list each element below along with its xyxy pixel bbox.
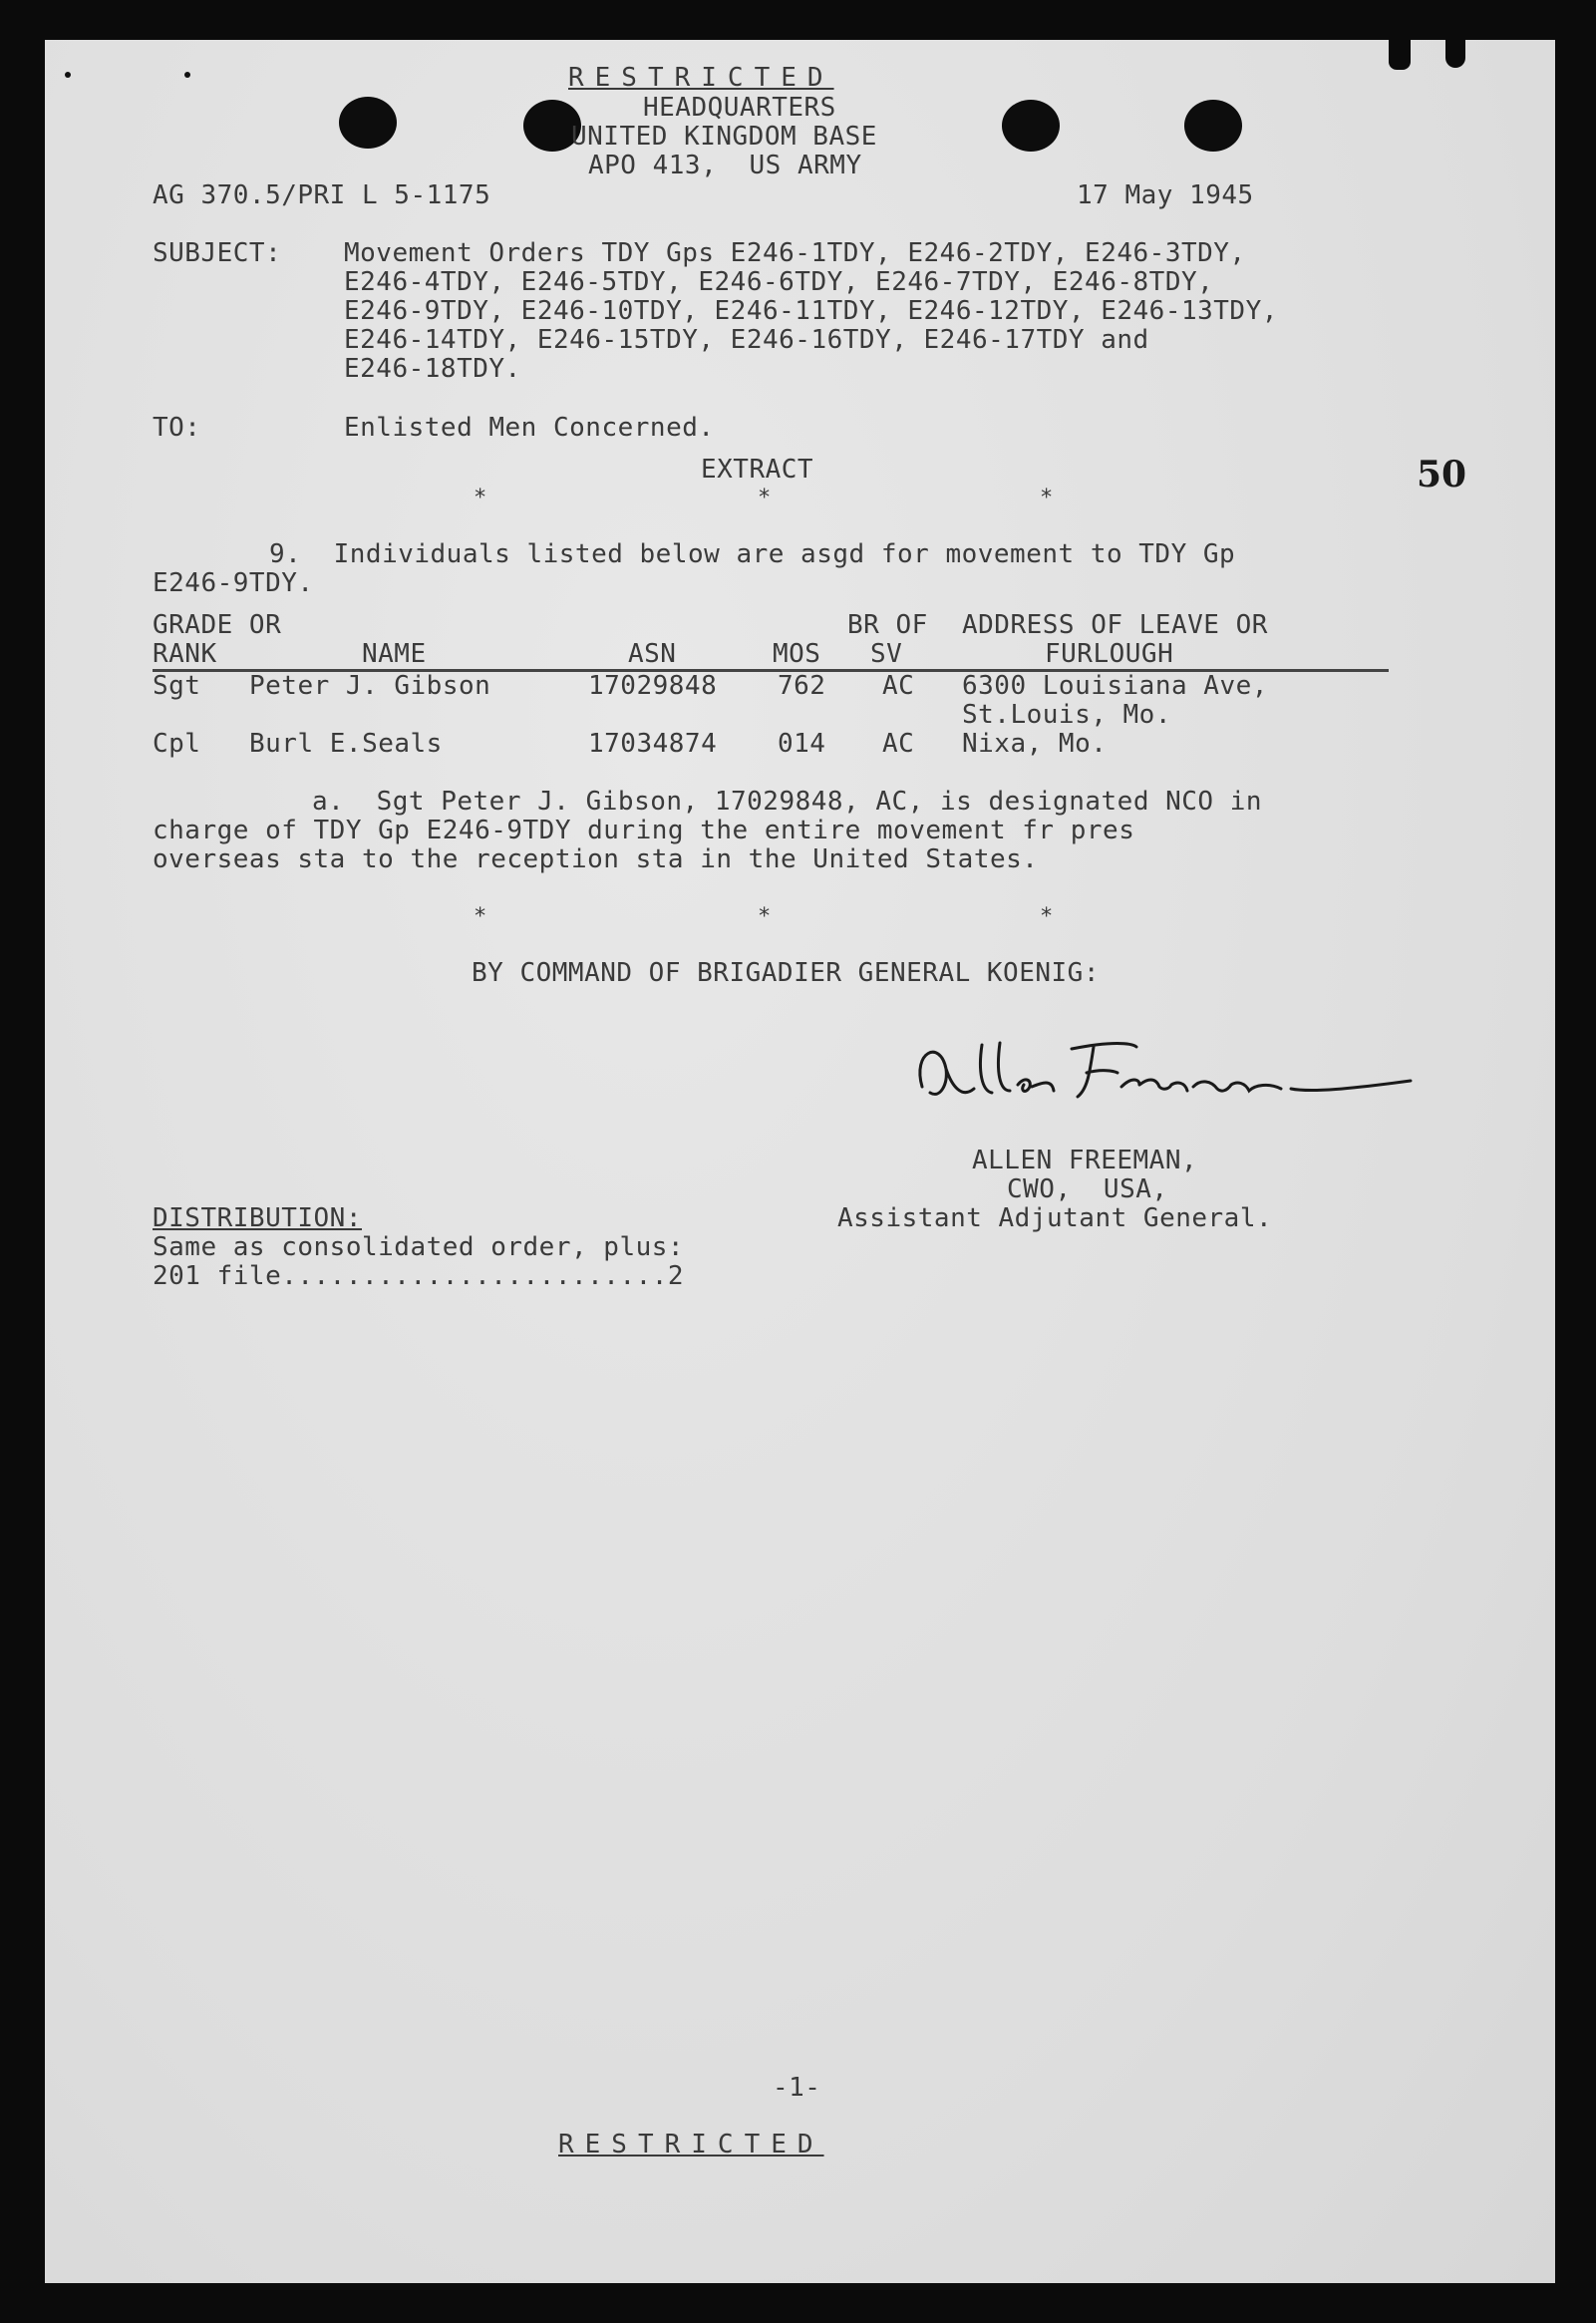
stamp-number: 50 — [1417, 454, 1467, 496]
punch-hole-3 — [1002, 100, 1060, 152]
classification-bottom: RESTRICTED — [558, 2130, 824, 2159]
signature-image — [882, 1027, 1421, 1137]
to-value: Enlisted Men Concerned. — [344, 413, 715, 443]
paragraph-9-line-2: E246-9TDY. — [153, 568, 314, 598]
subject-label: SUBJECT: — [153, 238, 282, 268]
col-header-address-2: FURLOUGH — [1045, 639, 1174, 669]
row-1-name: Peter J. Gibson — [249, 671, 491, 701]
punch-hole-1 — [339, 97, 397, 149]
signer-name: ALLEN FREEMAN, — [972, 1146, 1198, 1175]
header-line-2: UNITED KINGDOM BASE — [571, 122, 877, 152]
col-header-mos: MOS — [773, 639, 821, 669]
paragraph-a-line-1: a. Sgt Peter J. Gibson, 17029848, AC, is designated NCO in — [312, 787, 1263, 817]
col-header-br-1: BR OF — [847, 610, 928, 640]
row-1-branch: AC — [882, 671, 915, 701]
header-line-1: HEADQUARTERS — [643, 93, 836, 123]
star-3: * — [1040, 486, 1054, 510]
col-header-address-1: ADDRESS OF LEAVE OR — [962, 610, 1268, 640]
subject-line-4: E246-14TDY, E246-15TDY, E246-16TDY, E246-17TDY and — [344, 325, 1149, 355]
row-1-address-2: St.Louis, Mo. — [962, 700, 1171, 730]
speck-1 — [65, 72, 71, 78]
subject-line-3: E246-9TDY, E246-10TDY, E246-11TDY, E246-12TDY, E246-13TDY, — [344, 296, 1278, 326]
col-header-br-2: SV — [870, 639, 903, 669]
star-6: * — [1040, 904, 1054, 929]
row-2-address-1: Nixa, Mo. — [962, 729, 1108, 759]
subject-line-2: E246-4TDY, E246-5TDY, E246-6TDY, E246-7TDY, E246-8TDY, — [344, 267, 1214, 297]
row-2-asn: 17034874 — [588, 729, 718, 759]
row-2-name: Burl E.Seals — [249, 729, 443, 759]
signer-rank: CWO, USA, — [1007, 1174, 1168, 1204]
col-header-grade-2: RANK — [153, 639, 217, 669]
speck-2 — [184, 72, 190, 78]
star-4: * — [474, 904, 487, 929]
row-2-grade: Cpl — [153, 729, 201, 759]
page-number: -1- — [773, 2073, 821, 2103]
extract-label: EXTRACT — [701, 455, 814, 485]
star-2: * — [758, 486, 772, 510]
paragraph-9-line-1: 9. Individuals listed below are asgd for movement to TDY Gp — [269, 539, 1236, 569]
corner-blot — [1389, 40, 1411, 70]
to-label: TO: — [153, 413, 201, 443]
row-2-mos: 014 — [778, 729, 826, 759]
subject-line-1: Movement Orders TDY Gps E246-1TDY, E246-2TDY, E246-3TDY, — [344, 238, 1246, 268]
row-1-grade: Sgt — [153, 671, 201, 701]
distribution-line-1: Same as consolidated order, plus: — [153, 1232, 685, 1262]
punch-hole-4 — [1184, 100, 1242, 152]
header-line-3: APO 413, US ARMY — [588, 151, 862, 180]
reference-code: AG 370.5/PRI L 5-1175 — [153, 180, 491, 210]
paragraph-a-line-2: charge of TDY Gp E246-9TDY during the entire movement fr pres — [153, 816, 1135, 845]
document-page — [45, 40, 1555, 2283]
col-header-grade-1: GRADE OR — [153, 610, 282, 640]
row-1-asn: 17029848 — [588, 671, 718, 701]
col-header-name: NAME — [362, 639, 427, 669]
row-2-branch: AC — [882, 729, 915, 759]
paragraph-a-line-3: overseas sta to the reception sta in the United States. — [153, 844, 1039, 874]
star-1: * — [474, 486, 487, 510]
signer-title: Assistant Adjutant General. — [837, 1203, 1273, 1233]
col-header-asn: ASN — [628, 639, 677, 669]
distribution-label: DISTRIBUTION: — [153, 1203, 362, 1233]
document-date: 17 May 1945 — [1077, 180, 1254, 210]
row-1-address-1: 6300 Louisiana Ave, — [962, 671, 1268, 701]
command-line: BY COMMAND OF BRIGADIER GENERAL KOENIG: — [472, 958, 1100, 988]
star-5: * — [758, 904, 772, 929]
classification-top: RESTRICTED — [568, 63, 834, 93]
distribution-line-2: 201 file........................2 — [153, 1261, 685, 1291]
row-1-mos: 762 — [778, 671, 826, 701]
subject-line-5: E246-18TDY. — [344, 354, 521, 384]
corner-blot-2 — [1445, 40, 1465, 68]
